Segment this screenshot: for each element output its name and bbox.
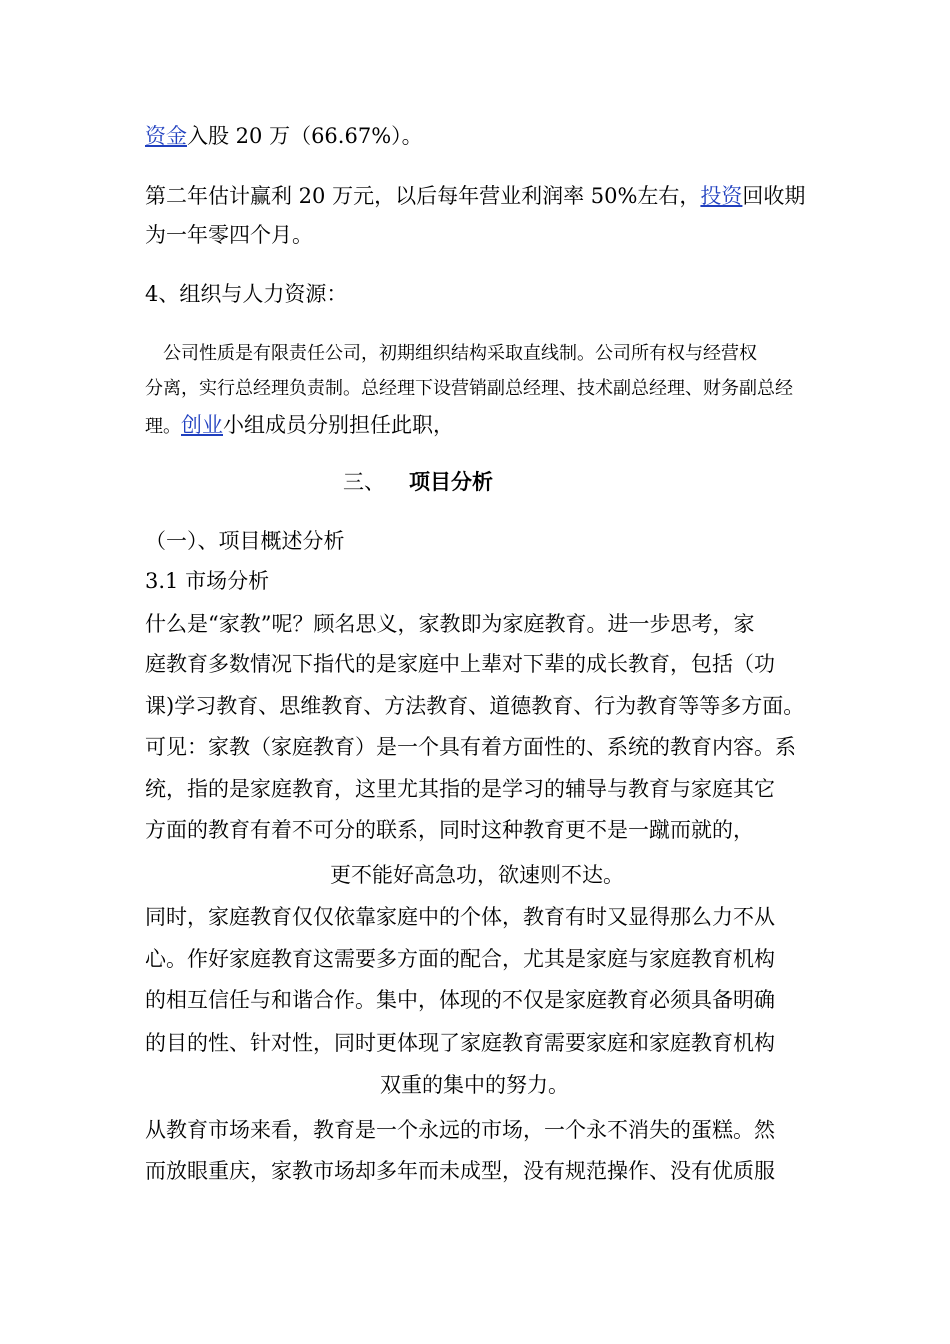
section-heading [343, 468, 493, 496]
para-b-line: 的目的性、针对性，同时更体现了家庭教育需要家庭和家庭教育机构 [145, 1031, 775, 1055]
para-c-line: 从教育市场来看，教育是一个永远的市场，一个永不消失的蛋糕。然 [145, 1118, 775, 1142]
text-org-b: 小组成员分别担任此职， [223, 413, 454, 437]
section-heading-number: 三、 [343, 470, 385, 494]
paragraph-funding [145, 122, 423, 150]
para-a-line: 课)学习教育、思维教育、方法教育、道德教育、行为教育等等多方面。 [145, 694, 805, 718]
para-b-line: 心。作好家庭教育这需要多方面的配合，尤其是家庭与家庭教育机构 [145, 947, 775, 971]
para-b-line: 同时，家庭教育仅仅依靠家庭中的个体，教育有时又显得那么力不从 [145, 905, 775, 929]
para-b-line: 的相互信任与和谐合作。集中，体现的不仅是家庭教育必须具备明确 [145, 988, 775, 1012]
text-funding-rest: 入股 20 万（66.67%）。 [187, 124, 423, 148]
text-org-a: 理。 [145, 416, 181, 437]
para-a-last-line: 更不能好高急功，欲速则不达。 [330, 863, 624, 887]
text-profit-a: 第二年估计赢利 20 万元，以后每年营业利润率 50%左右， [145, 184, 701, 208]
para-c-line: 而放眼重庆，家教市场却多年而未成型，没有规范操作、没有优质服 [145, 1159, 775, 1183]
para-a-line: 什么是“家教”呢？顾名思义，家教即为家庭教育。进一步思考，家 [145, 612, 755, 636]
section-heading-title: 项目分析 [409, 470, 493, 494]
subheading-market-analysis: 3.1 市场分析 [145, 569, 270, 593]
link-investment[interactable]: 投资 [700, 184, 743, 208]
link-funding[interactable]: 资金 [145, 124, 187, 148]
link-entrepreneurship[interactable]: 创业 [181, 413, 223, 437]
section-organization-title: 4、组织与人力资源： [145, 282, 348, 306]
paragraph-profit-line1 [145, 182, 805, 210]
subheading-overview: （一）、项目概述分析 [145, 529, 345, 553]
para-a-line: 统，指的是家庭教育，这里尤其指的是学习的辅导与教育与家庭其它 [145, 777, 775, 801]
para-a-line: 庭教育多数情况下指代的是家庭中上辈对下辈的成长教育，包括（功 [145, 652, 775, 676]
paragraph-organization-line3 [145, 411, 454, 441]
paragraph-profit-line2: 为一年零四个月。 [145, 223, 313, 247]
paragraph-organization-line1: 公司性质是有限责任公司，初期组织结构采取直线制。公司所有权与经营权 [145, 343, 757, 364]
paragraph-organization-line2: 分离，实行总经理负责制。总经理下设营销副总经理、技术副总经理、财务副总经 [145, 378, 793, 399]
para-a-line: 可见：家教（家庭教育）是一个具有着方面性的、系统的教育内容。系 [145, 735, 796, 759]
text-profit-b: 回收期 [742, 184, 806, 208]
para-b-last-line: 双重的集中的努力。 [380, 1073, 569, 1097]
para-a-line: 方面的教育有着不可分的联系，同时这种教育更不是一蹴而就的， [145, 818, 754, 842]
